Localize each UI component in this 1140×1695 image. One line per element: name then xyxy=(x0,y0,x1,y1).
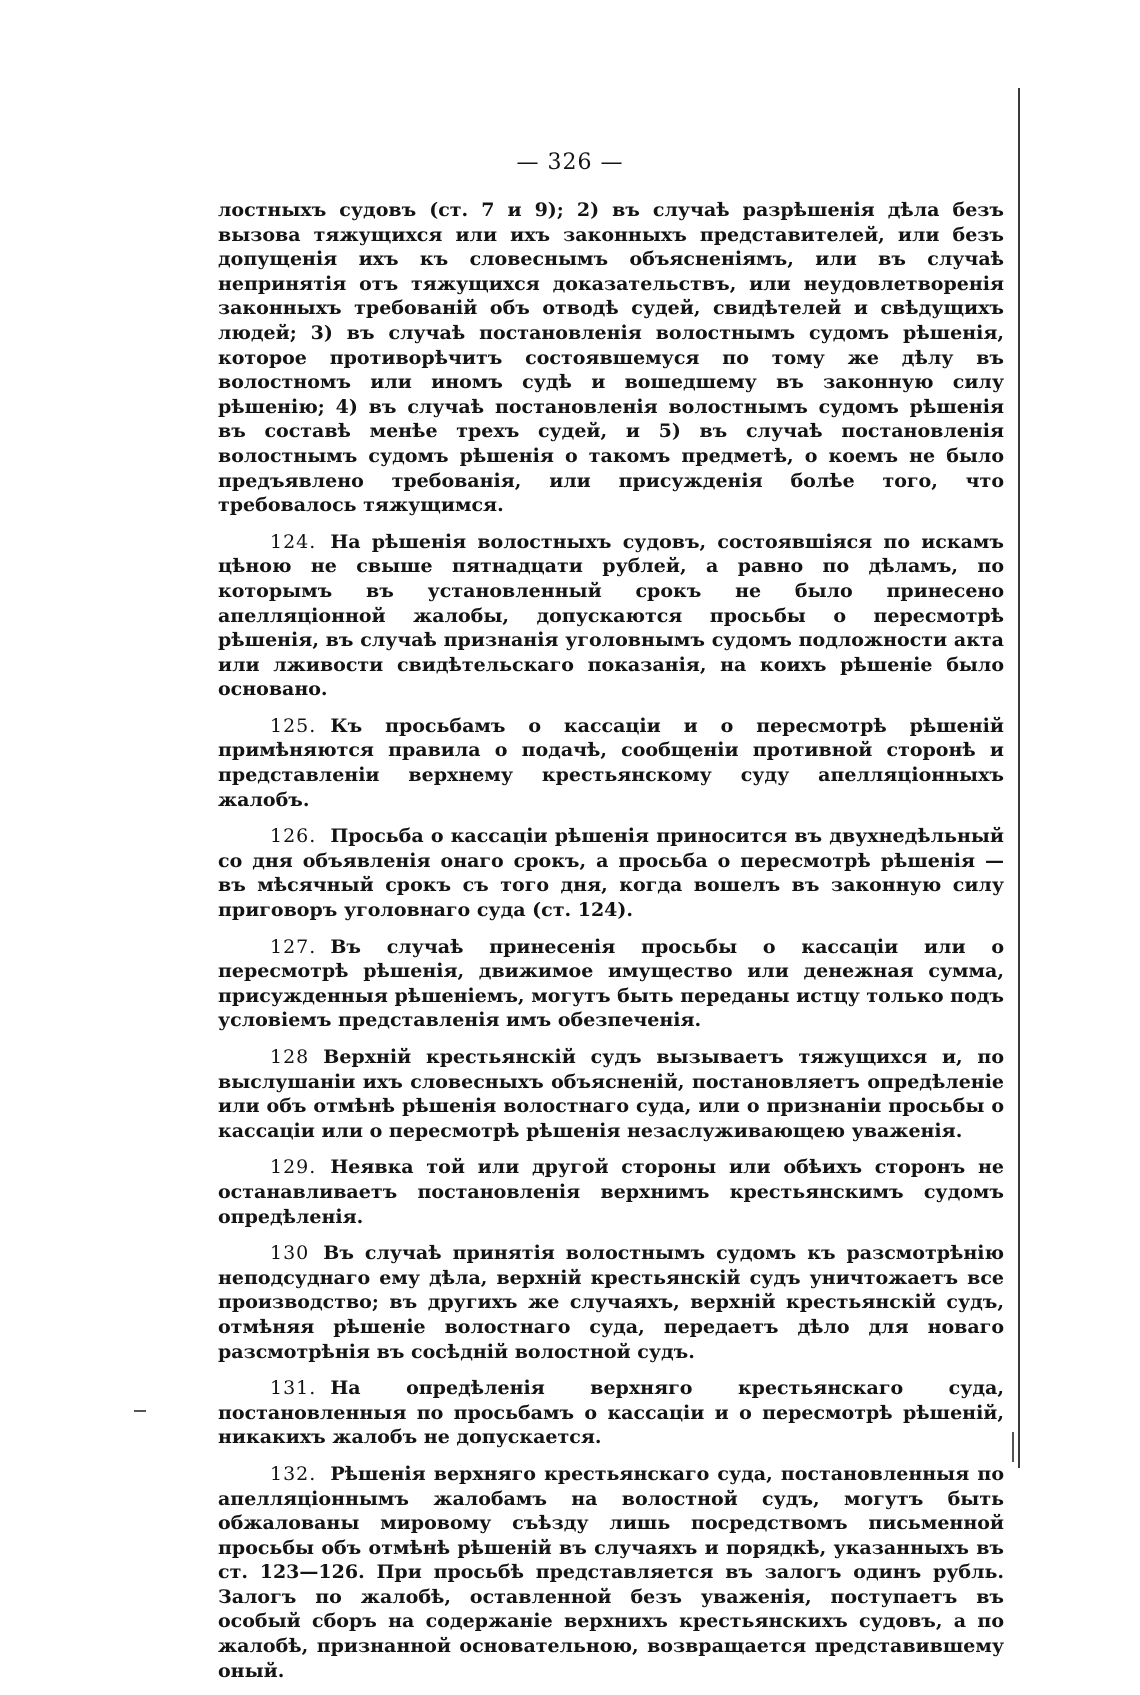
article-text: Въ случаѣ принесенія просьбы о кассаціи или о пересмотрѣ рѣшенія, движимое имущество или денежная сумма, присужденныя рѣшеніемъ, могутъ быть переданы истцу только подъ условіемъ представленія имъ обезпеченія. xyxy=(218,935,1004,1032)
paragraph-continuation xyxy=(218,198,1004,518)
article-127 xyxy=(218,935,1004,1033)
article-text: Рѣшенія верхняго крестьянскаго суда, постановленныя по апелляціоннымъ жалобамъ на волостной судъ, могутъ быть обжалованы мировому съѣзду лишь посредствомъ письменной просьбы объ отмѣнѣ рѣшеній въ случаяхъ и порядкѣ, указанныхъ въ ст. 123—126. При просьбѣ представляется въ залогъ одинъ рубль. Залогъ по жалобѣ, оставленной безъ уваженія, поступаетъ въ особый сборъ на содержаніе верхнихъ крестьянскихъ судовъ, а по жалобѣ, признанной основательною, возвращается представившему оный. xyxy=(218,1462,1004,1682)
article-number: 128 xyxy=(270,1046,310,1068)
article-126 xyxy=(218,824,1004,922)
article-130 xyxy=(218,1241,1004,1364)
article-text: На рѣшенія волостныхъ судовъ, состоявшіяся по искамъ цѣною не свыше пятнадцати рублей, а равно по дѣламъ, по которымъ въ установленный срокъ не было принесено апелляціонной жалобы, допускаются просьбы о пересмотрѣ рѣшенія, въ случаѣ признанія уголовнымъ судомъ подложности акта или лживости свидѣтельскаго показанія, на коихъ рѣшеніе было основано. xyxy=(218,530,1004,701)
article-number: 130 xyxy=(270,1242,310,1265)
article-number: 127. xyxy=(270,935,317,958)
scan-speck xyxy=(1012,1432,1014,1462)
article-text: На опредѣленія верхняго крестьянскаго суда, постановленныя по просьбамъ о кассаціи и о пересмотрѣ рѣшеній, никакихъ жалобъ не допускается. xyxy=(218,1377,1004,1449)
article-125 xyxy=(218,714,1004,812)
article-number: 132. xyxy=(270,1462,317,1485)
article-text: Верхній крестьянскій судъ вызываетъ тяжущихся и, по выслушаніи ихъ словесныхъ объясненій, постановляетъ опредѣленіе или объ отмѣнѣ рѣшенія волостнаго суда, или о признаніи просьбы о кассаціи или о пересмотрѣ рѣшенія незаслуживающею уваженія. xyxy=(218,1046,1004,1142)
article-129 xyxy=(218,1155,1004,1229)
article-text: Просьба о кассаціи рѣшенія приносится въ двухнедѣльный со дня объявленія онаго срокъ, а просьба о пересмотрѣ рѣшенія — въ мѣсячный срокъ съ того дня, когда вошелъ въ законную силу приговоръ уголовнаго суда (ст. 124). xyxy=(218,825,1004,922)
article-128 xyxy=(218,1045,1004,1143)
page-edge-rule xyxy=(1018,88,1020,1468)
article-number: 129. xyxy=(270,1156,317,1179)
article-text: Въ случаѣ принятія волостнымъ судомъ къ разсмотрѣнію неподсуднаго ему дѣла, верхній крестьянскій судъ уничтожаетъ все производство; въ другихъ же случаяхъ, верхній крестьянскій судъ, отмѣняя рѣшеніе волостнаго суда, передаетъ дѣло для новаго разсмотрѣнія въ сосѣдній волостной судъ. xyxy=(218,1242,1004,1363)
article-number: 131. xyxy=(270,1377,317,1400)
paragraph-text: лостныхъ судовъ (ст. 7 и 9); 2) въ случаѣ разрѣшенія дѣла безъ вызова тяжущихся или ихъ законныхъ представителей, или безъ допущенія ихъ къ словеснымъ объясненіямъ, или въ случаѣ непринятія отъ тяжущихся доказательствъ, или неудовлетворенія законныхъ требованій объ отводѣ судей, свидѣтелей и свѣдущихъ людей; 3) въ случаѣ постановленія волостнымъ судомъ рѣшенія, которое противорѣчитъ состоявшемуся по тому же дѣлу въ волостномъ или иномъ судѣ и вошедшему въ законную силу рѣшенію; 4) въ случаѣ постановленія волостнымъ судомъ рѣшенія въ составѣ менѣе трехъ судей, и 5) въ случаѣ постановленія волостнымъ судомъ рѣшенія о такомъ предметѣ, о коемъ не было предъявлено требованія, или присужденія болѣе того, что требовалось тяжущимся. xyxy=(218,199,1004,517)
article-number: 125. xyxy=(270,714,317,737)
page-number: — 326 — xyxy=(516,150,624,175)
article-131 xyxy=(218,1376,1004,1450)
article-132 xyxy=(218,1462,1004,1683)
text-column xyxy=(218,198,1004,1695)
article-text: Къ просьбамъ о кассаціи и о пересмотрѣ рѣшеній примѣняются правила о подачѣ, сообщеніи противной сторонѣ и представленіи верхнему крестьянскому суду апелляціонныхъ жалобъ. xyxy=(218,714,1004,811)
scan-speck xyxy=(134,1410,146,1412)
article-number: 126. xyxy=(270,825,317,848)
article-124 xyxy=(218,530,1004,702)
article-text: Неявка той или другой стороны или обѣихъ сторонъ не останавливаетъ постановленія верхнимъ крестьянскимъ судомъ опредѣленія. xyxy=(218,1156,1004,1228)
article-number: 124. xyxy=(270,530,317,553)
